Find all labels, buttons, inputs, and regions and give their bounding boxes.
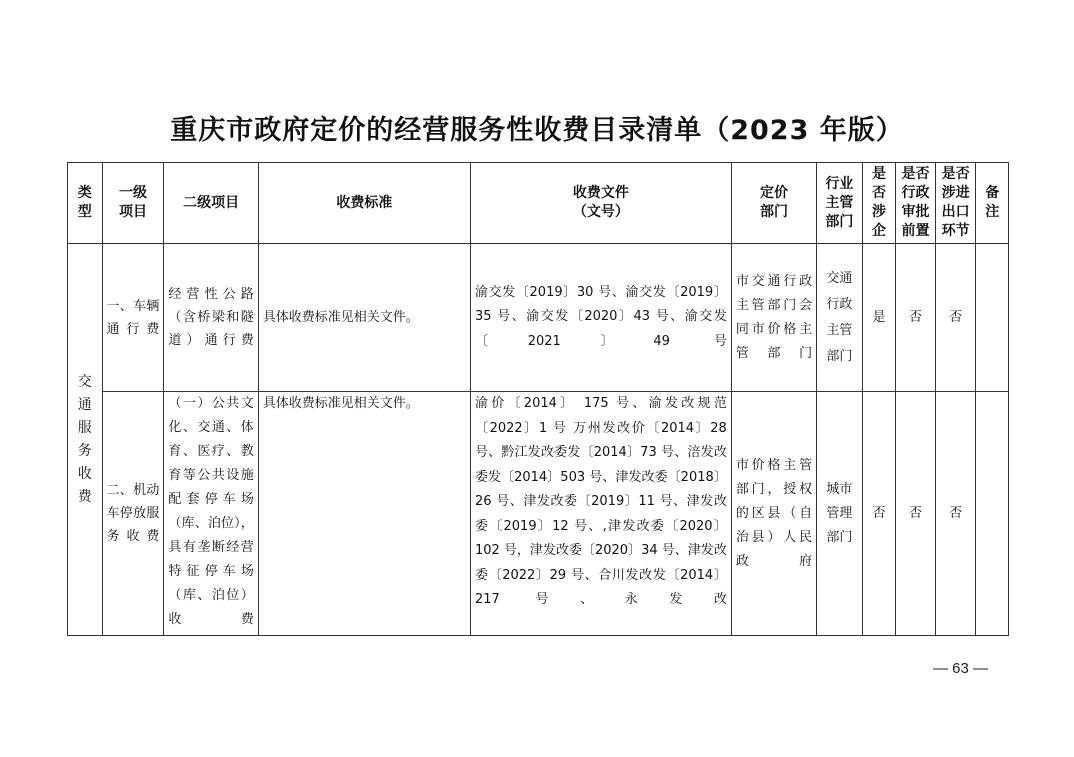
header-row [68, 163, 1009, 244]
header-level1: 一级项目 [102, 163, 164, 244]
pricing-dept-cell: 市交通行政主管部门会同市价格主管部门 [731, 244, 816, 392]
header-file: 收费文件（文号） [470, 163, 731, 244]
remarks-cell [976, 244, 1009, 392]
category-cell: 交通服务收费 [68, 244, 103, 636]
header-standard: 收费标准 [258, 163, 470, 244]
header-pre-approval: 是否行政审批前置 [896, 163, 936, 244]
level2-cell: （一）公共文化、交通、体育、医疗、教育等公共设施配套停车场（库、泊位），具有垄断经营特征停车场（库、泊位）收费 [164, 392, 258, 636]
header-import-export: 是否涉进出口环节 [935, 163, 976, 244]
page-title: 重庆市政府定价的经营服务性收费目录清单（2023 年版） [170, 115, 904, 146]
level2-cell: 经营性公路（含桥梁和隧道）通行费 [164, 244, 258, 392]
header-pricing-dept: 定价部门 [731, 163, 816, 244]
fee-catalog-table [67, 162, 1009, 636]
industry-dept-cell: 交通行政主管部门 [817, 244, 863, 392]
import-export-cell: 否 [935, 392, 976, 636]
standard-cell: 具体收费标准见相关文件。 [258, 392, 470, 636]
header-industry-dept: 行业主管部门 [817, 163, 863, 244]
table-row [68, 244, 1009, 392]
header-level2: 二级项目 [164, 163, 258, 244]
level1-cell: 一、车辆通行费 [102, 244, 164, 392]
header-involves-enterprise: 是否涉企 [862, 163, 895, 244]
pricing-dept-cell: 市价格主管部门，授权的区县（自治县）人民政府 [731, 392, 816, 636]
import-export-cell: 否 [935, 244, 976, 392]
pre-approval-cell: 否 [896, 392, 936, 636]
standard-cell: 具体收费标准见相关文件。 [258, 244, 470, 392]
involves-enterprise-cell: 否 [862, 392, 895, 636]
industry-dept-cell: 城市管理部门 [817, 392, 863, 636]
header-type: 类型 [68, 163, 103, 244]
table-row [68, 392, 1009, 636]
involves-enterprise-cell: 是 [862, 244, 895, 392]
file-cell: 渝价〔2014〕 175 号、渝发改规范〔2022〕1 号 万州发改价〔2014〕28 号、黔江发改委发〔2014〕73 号、涪发改委发〔2014〕503 号、津发改委〔2018〕26 号、津发改委〔2019〕11 号、津发改委〔2019〕12 号、,津发改委〔2020〕102 号，津发改委〔2020〕34 号、津发改委〔2022〕29 号、合川发改发〔2014〕217 号、永发改 [470, 392, 731, 636]
level1-cell: 二、机动车停放服务收费 [102, 392, 164, 636]
header-remarks: 备注 [976, 163, 1009, 244]
remarks-cell [976, 392, 1009, 636]
file-cell: 渝交发〔2019〕30 号、渝交发〔2019〕35 号、渝交发〔2020〕43 号、渝交发〔2021〕49 号 [470, 244, 731, 392]
pre-approval-cell: 否 [896, 244, 936, 392]
page-number: — 63 — [933, 660, 989, 677]
